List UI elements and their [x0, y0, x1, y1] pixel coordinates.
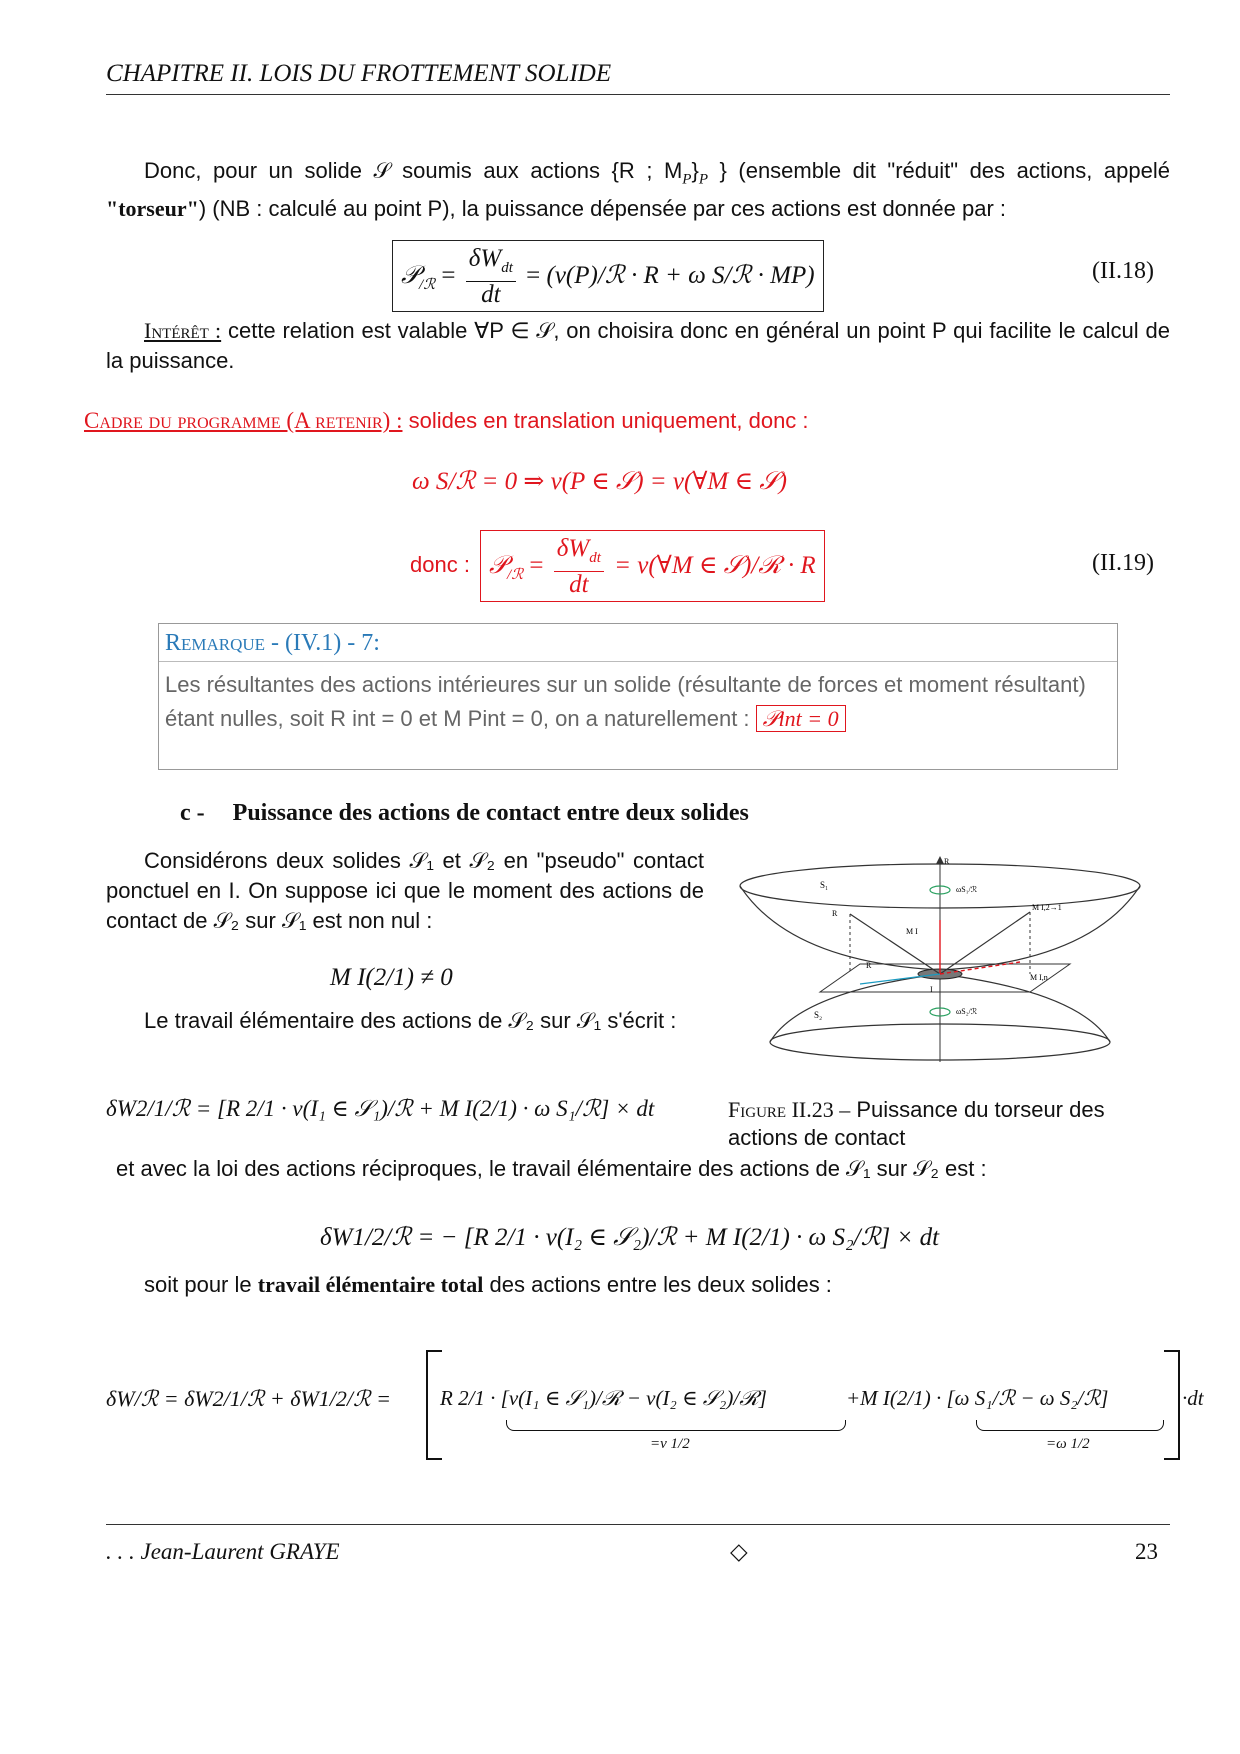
equation-total-tail: ·dt: [1182, 1386, 1204, 1410]
footer-diamond-icon: ◇: [730, 1539, 748, 1564]
right-bracket: [1164, 1350, 1180, 1460]
donc-label: donc :: [410, 552, 470, 577]
label-r-left: R: [832, 909, 838, 918]
figure-label: Figure II.23 –: [728, 1097, 851, 1122]
label-omega1: ωS₁/ℛ: [956, 885, 978, 894]
equation-II-19: 𝒫$_{/ℛ}$ = $\frac{\delta W_{dt}}{dt}$ = v(∀M ∈ 𝒮)/ℛ · R: [480, 530, 825, 602]
label-i: I: [930, 985, 933, 994]
fraction-II-19: $\frac{\delta W_{dt}}{dt}$: [554, 536, 604, 598]
equation-dw21: δW2/1/ℛ = [R 2/1 · v(I₁ ∈ 𝒮₁)/ℛ + M I(2/1) · ω S₁/ℛ] × dt: [106, 1096, 655, 1121]
underbrace-2: [976, 1420, 1164, 1431]
figure-caption-text: Puissance du torseur des actions de contact: [728, 1097, 1105, 1150]
pint-boxed: 𝒫int = 0: [756, 705, 846, 732]
equation-total-term2: +M I(2/1) · [ω S₁/ℛ − ω S₂/ℛ]: [846, 1386, 1109, 1410]
chapter-title: CHAPITRE II. LOIS DU FROTTEMENT SOLIDE: [106, 60, 612, 87]
equation-II-18: 𝒫$_{/ℛ}$ = $\frac{\delta W_{dt}}{dt}$ = (v(P)/ℛ · R + ω S/ℛ · MP): [392, 240, 824, 312]
travail-total-term: travail élémentaire total: [257, 1272, 484, 1297]
intro-text-3: ) (NB : calculé au point P), la puissance dépensée par ces actions est donnée par :: [198, 196, 1006, 222]
interet-label: Intérêt :: [144, 318, 222, 343]
interet-paragraph: [106, 316, 1170, 376]
remark-line-1: Les résultantes des actions intérieures sur un solide (résultante de forces et moment résultant): [165, 672, 1086, 697]
remark-box: [158, 623, 1118, 770]
label-omega2: ωS₂/ℛ: [956, 1007, 978, 1016]
underbrace-2-label: =ω 1/2: [1046, 1436, 1090, 1452]
interet-text: cette relation est valable ∀P ∈ 𝒮, on choisira donc en général un point P qui facilite le calcul de la puissance.: [106, 318, 1170, 373]
remark-body: [159, 662, 1117, 742]
footer-author: . . . Jean-Laurent GRAYE: [106, 1539, 340, 1564]
cadre-text: solides en translation uniquement, donc :: [408, 408, 809, 433]
equation-dw12: δW1/2/ℛ = − [R 2/1 · v(I₂ ∈ 𝒮₂)/ℛ + M I(2/1) · ω S₂/ℛ] × dt: [320, 1224, 940, 1251]
torseur-term: "torseur": [106, 196, 199, 222]
equation-total-term1: R 2/1 · [v(I₁ ∈ 𝒮₁)/ℛ − v(I₂ ∈ 𝒮₂)/ℛ]: [440, 1386, 767, 1410]
section-c-letter: c -: [180, 800, 205, 826]
section-c-heading: [180, 800, 749, 827]
label-s2: S₂: [814, 1010, 823, 1020]
page-header: [106, 60, 1170, 95]
fraction-II-18: $\frac{\delta W_{dt}}{dt}$: [466, 246, 516, 308]
travail-intro: Le travail élémentaire des actions de 𝒮₂ sur 𝒮₁ s'écrit :: [144, 1008, 677, 1033]
label-m-right: M I,n: [1030, 973, 1048, 982]
equation-total-lhs: δW/ℛ = δW2/1/ℛ + δW1/2/ℛ =: [106, 1386, 391, 1411]
label-r-c: R: [866, 961, 872, 970]
remark-line-2: étant nulles, soit R int = 0 et M Pint = 0, on a naturellement :: [165, 706, 750, 731]
cadre-paragraph: [84, 406, 1084, 436]
reciproques-paragraph: et avec la loi des actions réciproques, le travail élémentaire des actions de 𝒮₁ sur 𝒮₂ est :: [116, 1156, 987, 1181]
label-m-i: M I,2→1: [1032, 903, 1062, 912]
axis-arrowhead: [936, 856, 944, 864]
equation-translation: ω S/ℛ = 0 ⇒ v(P ∈ 𝒮) = v(∀M ∈ 𝒮): [412, 468, 787, 495]
equation-moment: M I(2/1) ≠ 0: [330, 964, 453, 991]
underbrace-1-label: =v 1/2: [650, 1436, 690, 1452]
contact-paragraph: Considérons deux solides 𝒮₁ et 𝒮₂ en "pseudo" contact ponctuel en I. On suppose ici que le moment des actions de contact de 𝒮₂ sur 𝒮₁ est non nul :: [106, 848, 704, 933]
contact-figure: [730, 852, 1150, 1066]
equation-II-18-rhs: (v(P)/ℛ · R + ω S/ℛ · MP): [546, 262, 815, 289]
intro-text-2: } (ensemble dit "réduit" des actions, appelé: [719, 158, 1170, 183]
equation-II-19-rhs: = v(∀M ∈ 𝒮)/ℛ · R: [614, 552, 816, 579]
label-r-top: R: [944, 857, 950, 866]
label-s1: S₁: [820, 880, 829, 890]
m-vector-right: [940, 912, 1030, 974]
intro-text-1: Donc, pour un solide 𝒮 soumis aux actions {R ; M: [144, 158, 683, 183]
label-m-top: M I: [906, 927, 918, 936]
page-number: 23: [1135, 1539, 1158, 1564]
section-c-title: Puissance des actions de contact entre deux solides: [232, 800, 749, 826]
underbrace-1: [506, 1420, 846, 1431]
equation-number-II-19: (II.19): [1092, 550, 1154, 576]
intro-paragraph: Donc, pour un solide 𝒮 soumis aux actions {R ; $M_P\}_P$ } (ensemble dit "réduit" des actions, appelé "torseur") (NB : calculé au point P), la puissance dépensée par ces actions est donnée par :: [106, 158, 1170, 222]
total-intro: soit pour le travail élémentaire total des actions entre les deux solides :: [144, 1272, 832, 1297]
page-footer: [106, 1524, 1170, 1564]
remark-title: Remarque - (IV.1) - 7:: [159, 624, 1117, 662]
cadre-label: Cadre du programme (A retenir) :: [84, 408, 403, 433]
r-vector-left: [850, 914, 940, 974]
equation-number-II-18: (II.18): [1092, 258, 1154, 284]
tangential-blue: [860, 974, 940, 984]
figure-caption: [728, 1096, 1168, 1152]
